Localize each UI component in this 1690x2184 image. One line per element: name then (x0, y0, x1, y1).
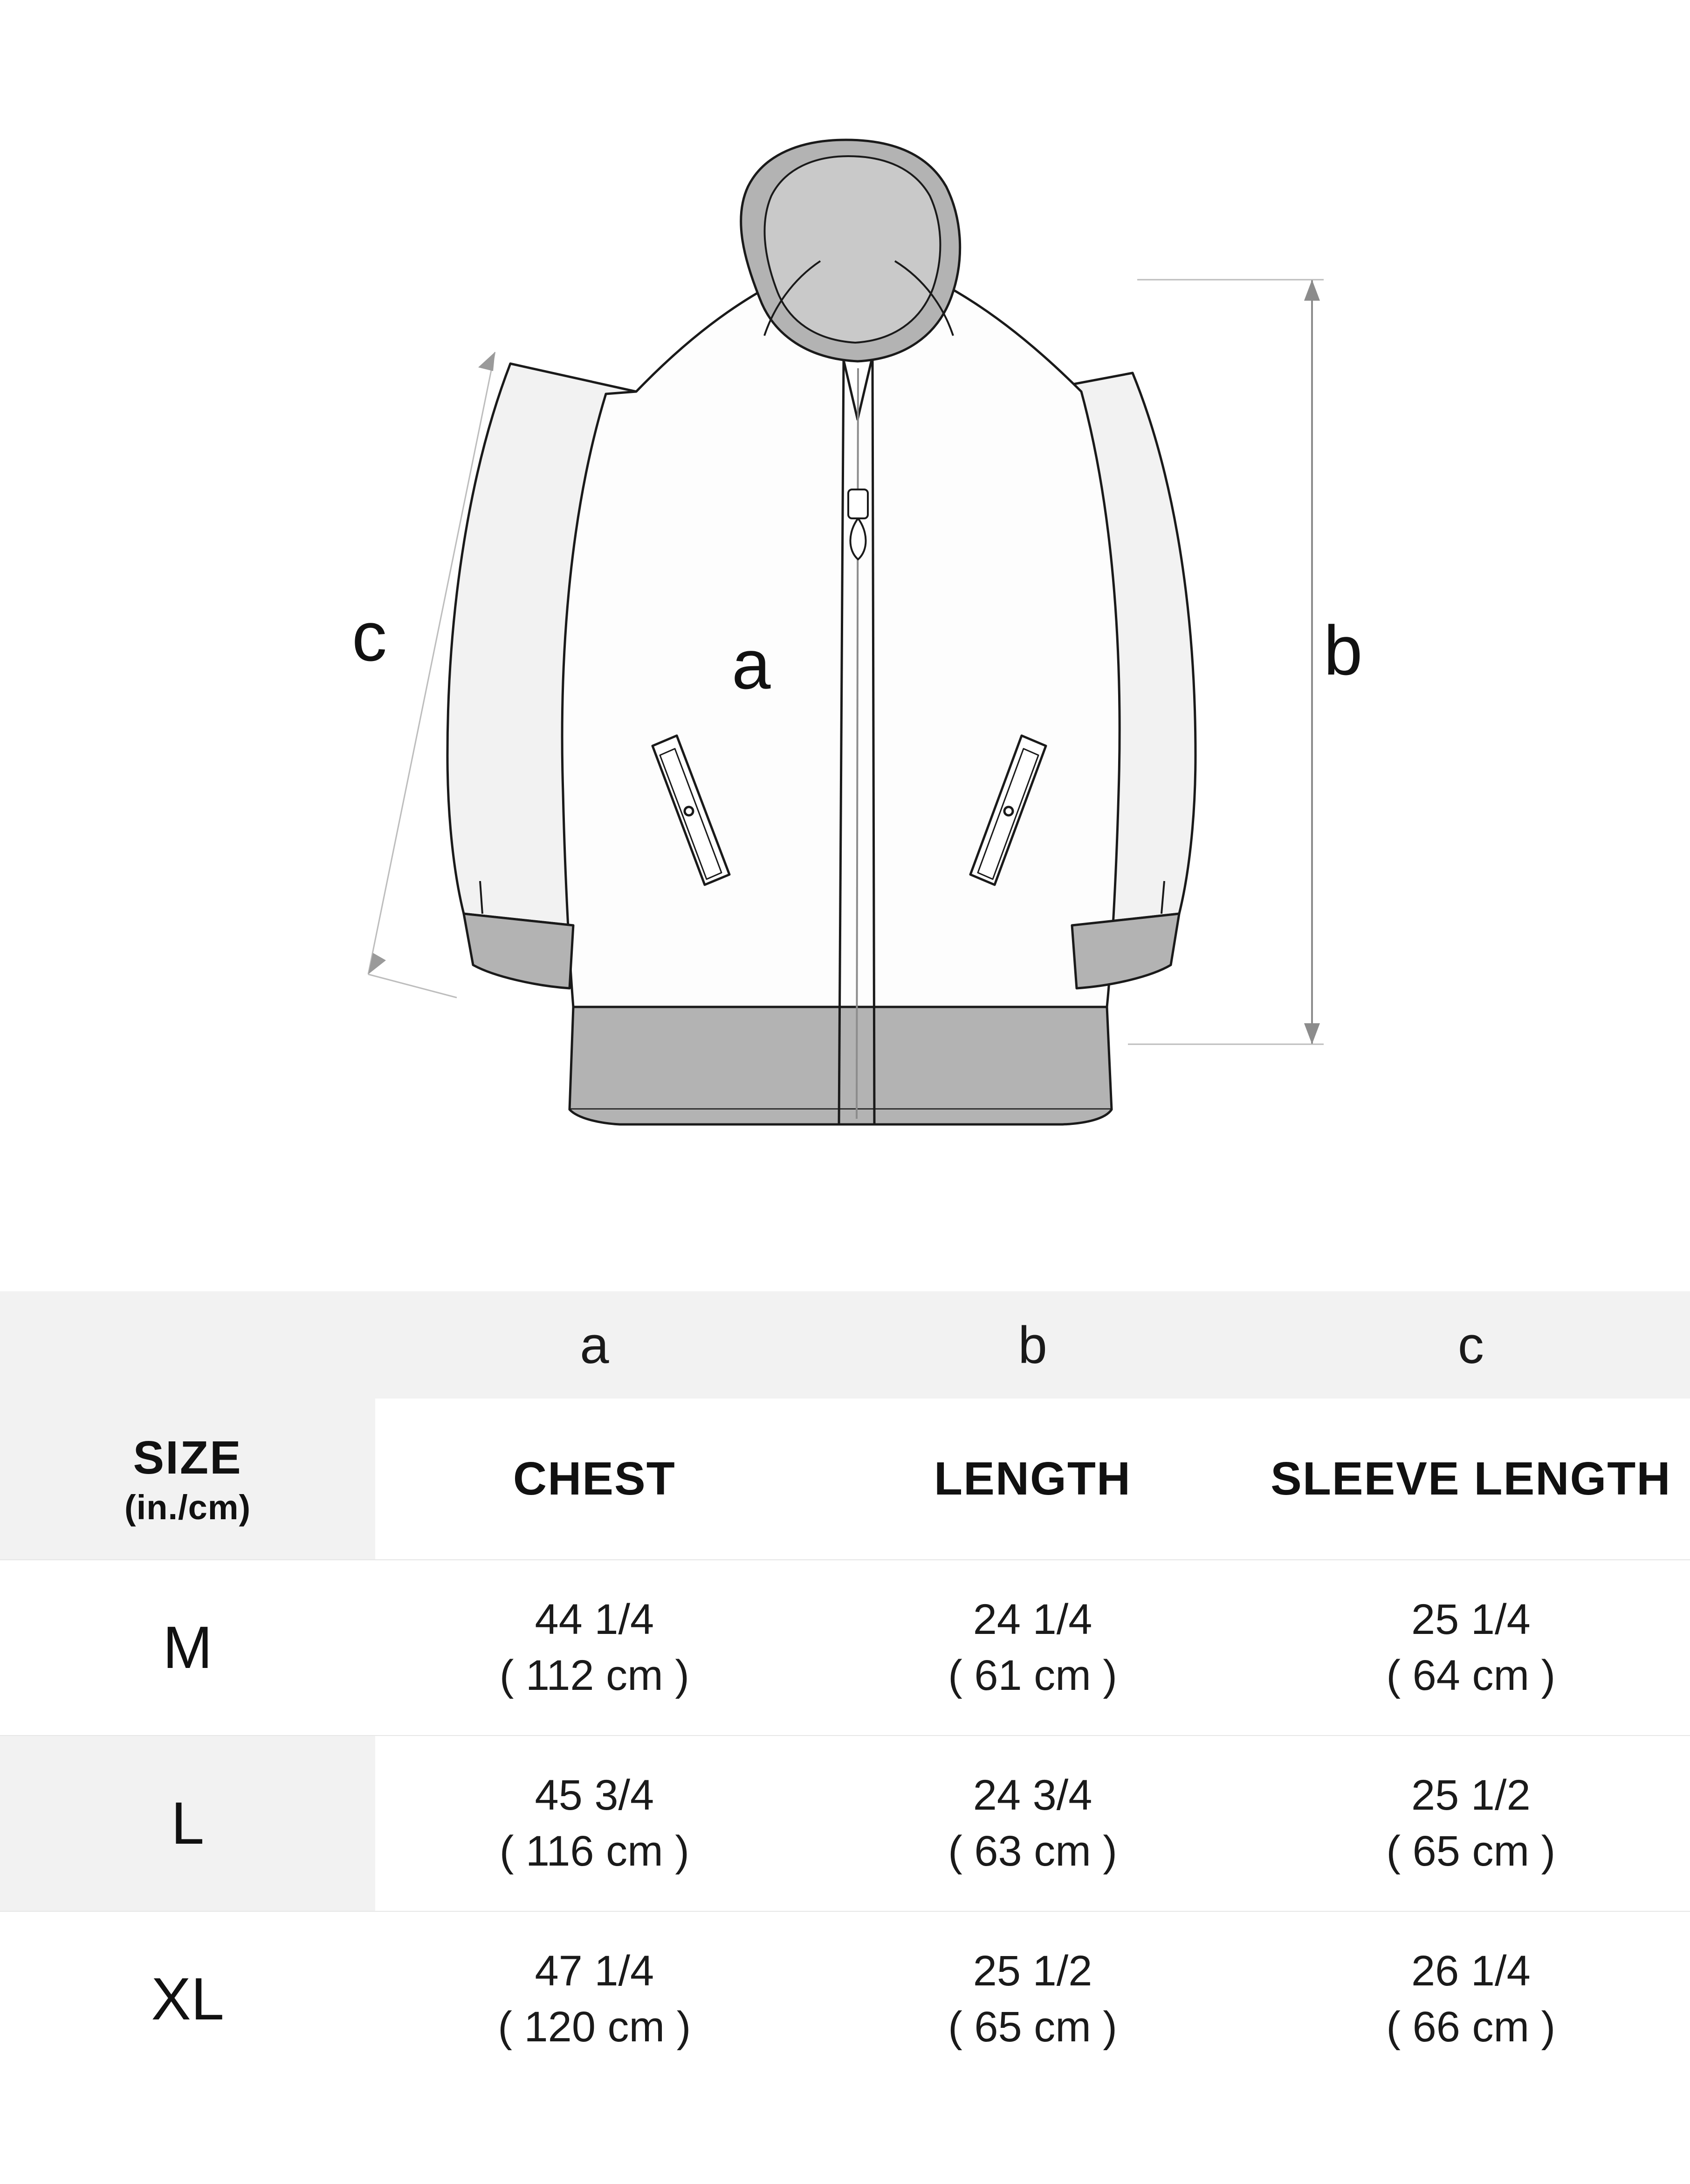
header-letter-c: c (1252, 1291, 1690, 1399)
cell-chest-xl (375, 1911, 813, 2087)
table-header-letters (0, 1291, 1690, 1399)
cell-chest-m (375, 1560, 813, 1736)
cell-length-l (813, 1736, 1251, 1911)
cell-length-m (813, 1560, 1251, 1736)
cell-sleeve-m (1252, 1560, 1690, 1736)
cell-length-l-in: 24 3/4 (973, 1771, 1092, 1819)
header-length (813, 1399, 1251, 1560)
cell-length-xl (813, 1911, 1251, 2087)
dimension-label-c: c (352, 597, 387, 675)
table-row (0, 1736, 1690, 1911)
cell-sleeve-xl-cm: ( 66 cm ) (1386, 2003, 1556, 2051)
dimension-label-b: b (1324, 611, 1363, 689)
cell-chest-l (375, 1736, 813, 1911)
jacket-body (447, 140, 1195, 1124)
table-row (0, 1560, 1690, 1736)
header-length-label: LENGTH (934, 1453, 1132, 1505)
dimension-label-a: a (732, 625, 771, 703)
header-chest (375, 1399, 813, 1560)
row-size-m: M (0, 1560, 375, 1736)
header-letter-blank (0, 1291, 375, 1399)
cell-sleeve-m-in: 25 1/4 (1411, 1595, 1531, 1643)
cell-sleeve-m-cm: ( 64 cm ) (1386, 1651, 1556, 1699)
header-size-sub: (in./cm) (124, 1488, 251, 1527)
cell-length-m-in: 24 1/4 (973, 1595, 1092, 1643)
cell-length-xl-cm: ( 65 cm ) (948, 2003, 1118, 2051)
cell-sleeve-l (1252, 1736, 1690, 1911)
cell-sleeve-xl (1252, 1911, 1690, 2087)
header-letter-b: b (813, 1291, 1251, 1399)
cell-chest-m-in: 44 1/4 (535, 1595, 654, 1643)
header-chest-label: CHEST (513, 1453, 676, 1505)
header-size-main: SIZE (133, 1431, 242, 1484)
cell-chest-xl-in: 47 1/4 (535, 1947, 654, 1995)
cell-chest-l-in: 45 3/4 (535, 1771, 654, 1819)
table-row (0, 1911, 1690, 2087)
cell-sleeve-l-in: 25 1/2 (1411, 1771, 1531, 1819)
row-size-l: L (0, 1736, 375, 1911)
cell-sleeve-l-cm: ( 65 cm ) (1386, 1827, 1556, 1875)
cell-length-xl-in: 25 1/2 (973, 1947, 1092, 1995)
cell-length-m-cm: ( 61 cm ) (948, 1651, 1118, 1699)
row-size-xl: XL (0, 1911, 375, 2087)
cell-sleeve-xl-in: 26 1/4 (1411, 1947, 1531, 1995)
header-letter-a: a (375, 1291, 813, 1399)
cell-chest-m-cm: ( 112 cm ) (499, 1651, 689, 1699)
header-sleeve-length-label: SLEEVE LENGTH (1271, 1453, 1671, 1505)
cell-chest-l-cm: ( 116 cm ) (499, 1827, 689, 1875)
table-header-names (0, 1399, 1690, 1560)
cell-chest-xl-cm: ( 120 cm ) (498, 2003, 691, 2051)
cell-length-l-cm: ( 63 cm ) (948, 1827, 1118, 1875)
header-size (0, 1399, 375, 1560)
size-table-container (0, 1291, 1690, 2087)
header-sleeve-length (1252, 1399, 1690, 1560)
size-table (0, 1291, 1690, 2087)
